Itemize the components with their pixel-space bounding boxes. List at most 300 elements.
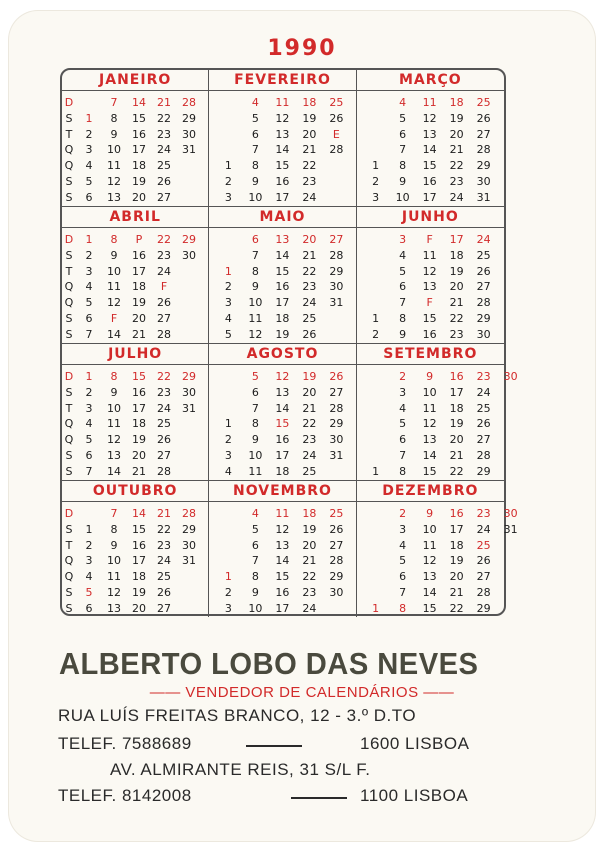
day-cell: 25 xyxy=(476,401,491,415)
day-cell: 30 xyxy=(503,507,518,520)
day-cell: 2 xyxy=(224,175,232,188)
weekday-letter: Q xyxy=(64,143,74,157)
day-cell: 17 xyxy=(132,264,146,278)
separator-2 xyxy=(291,797,347,799)
day-cell: 13 xyxy=(422,127,437,141)
calendar-card xyxy=(8,10,596,842)
month-name: AGOSTO xyxy=(209,344,355,365)
day-cell: 3 xyxy=(224,296,232,310)
phone-1: TELEF. 7588689 xyxy=(58,734,192,753)
day-cell: 15 xyxy=(422,159,437,173)
weekday-letter: D xyxy=(64,96,74,109)
day-cell: 26 xyxy=(329,522,344,536)
day-cell: 29 xyxy=(182,370,196,383)
day-cell: 16 xyxy=(422,175,437,188)
day-cell: 21 xyxy=(449,143,464,157)
day-cell: 4 xyxy=(251,507,259,520)
day-cell: 24 xyxy=(302,601,317,615)
month-days xyxy=(62,502,208,617)
day-cell: 30 xyxy=(329,433,344,447)
day-cell: 24 xyxy=(476,233,491,246)
day-cell: 18 xyxy=(275,464,290,478)
day-cell: 6 xyxy=(399,127,407,141)
day-cell: F xyxy=(160,280,168,294)
month-outubro xyxy=(62,481,209,617)
day-cell: 11 xyxy=(107,417,121,431)
day-cell: 8 xyxy=(251,570,259,584)
weekday-letter: Q xyxy=(64,417,74,431)
day-cell: 5 xyxy=(85,586,93,599)
day-cell: 15 xyxy=(422,464,437,478)
day-cell: 24 xyxy=(157,554,171,568)
day-cell: 10 xyxy=(422,385,437,399)
day-cell: 4 xyxy=(399,538,407,552)
day-cell: 2 xyxy=(85,385,93,399)
day-cell: 29 xyxy=(182,522,196,536)
day-cell: 14 xyxy=(275,554,290,568)
company-name: ALBERTO LOBO DAS NEVES xyxy=(59,646,479,681)
day-cell: 12 xyxy=(275,522,290,536)
day-cell: 17 xyxy=(422,190,437,204)
day-cell: 19 xyxy=(132,296,146,310)
day-cell: 21 xyxy=(157,96,171,109)
day-cell: 27 xyxy=(157,601,171,615)
month-fevereiro xyxy=(209,70,356,207)
day-cell: 25 xyxy=(476,538,491,552)
day-cell: 11 xyxy=(275,507,290,520)
month-novembro xyxy=(209,481,356,617)
month-name: JUNHO xyxy=(357,207,504,228)
day-cell: 16 xyxy=(132,127,146,141)
day-cell: 9 xyxy=(399,175,407,188)
day-cell: 14 xyxy=(107,464,121,478)
day-cell: 17 xyxy=(132,554,146,568)
month-days xyxy=(357,502,518,617)
day-cell: 20 xyxy=(302,127,317,141)
day-cell: 23 xyxy=(302,280,317,294)
day-cell: 12 xyxy=(107,433,121,447)
day-cell: 7 xyxy=(110,96,118,109)
day-cell: 25 xyxy=(329,507,344,520)
weekday-letter: Q xyxy=(64,296,74,310)
day-cell: 19 xyxy=(275,327,290,341)
day-cell: 17 xyxy=(449,385,464,399)
day-cell: 3 xyxy=(224,449,232,462)
day-cell: 12 xyxy=(422,554,437,568)
day-cell: 8 xyxy=(399,312,407,325)
day-cell: 7 xyxy=(399,143,407,157)
day-cell: 5 xyxy=(399,554,407,568)
day-cell: 22 xyxy=(157,522,171,536)
day-cell: 20 xyxy=(132,449,146,462)
day-cell: 4 xyxy=(224,464,232,478)
weekday-letter: S xyxy=(65,190,73,204)
day-cell: 7 xyxy=(85,464,93,478)
day-cell: 18 xyxy=(132,417,146,431)
day-cell: 1 xyxy=(224,264,232,278)
day-cell: 16 xyxy=(275,433,290,447)
day-cell: 6 xyxy=(399,280,407,294)
day-cell: 3 xyxy=(399,522,407,536)
month-março xyxy=(357,70,504,207)
day-cell: 10 xyxy=(107,143,121,157)
day-cell: 29 xyxy=(329,570,344,584)
month-name: SETEMBRO xyxy=(357,344,504,365)
day-cell: 23 xyxy=(157,538,171,552)
day-cell: 24 xyxy=(157,264,171,278)
day-cell: 23 xyxy=(302,433,317,447)
day-cell: 24 xyxy=(157,401,171,415)
day-cell: 21 xyxy=(449,296,464,310)
day-cell: 3 xyxy=(85,143,93,157)
city-2: 1100 LISBOA xyxy=(360,786,469,805)
weekday-letter: Q xyxy=(64,433,74,447)
day-cell: 15 xyxy=(422,312,437,325)
month-days xyxy=(357,228,504,343)
day-cell: 10 xyxy=(107,554,121,568)
month-dezembro xyxy=(357,481,518,617)
day-cell: 14 xyxy=(275,143,290,157)
weekday-letter: S xyxy=(65,464,73,478)
day-cell: 24 xyxy=(157,143,171,157)
day-cell: 12 xyxy=(248,327,263,341)
day-cell: 20 xyxy=(302,538,317,552)
day-cell: 13 xyxy=(275,538,290,552)
day-cell: 2 xyxy=(372,175,380,188)
day-cell: 4 xyxy=(251,96,259,109)
day-cell: 27 xyxy=(476,433,491,447)
day-cell: 29 xyxy=(476,464,491,478)
day-cell: 30 xyxy=(329,586,344,599)
day-cell: 10 xyxy=(248,190,263,204)
weekday-letter: Q xyxy=(64,159,74,173)
day-cell: 29 xyxy=(476,601,491,615)
day-cell: 5 xyxy=(224,327,232,341)
day-cell: 14 xyxy=(107,327,121,341)
weekday-letter: Q xyxy=(64,280,74,294)
day-cell: 16 xyxy=(275,280,290,294)
day-cell: 20 xyxy=(302,233,317,246)
day-cell: 2 xyxy=(224,433,232,447)
day-cell: 23 xyxy=(157,385,171,399)
day-cell: 26 xyxy=(302,327,317,341)
day-cell: 29 xyxy=(476,159,491,173)
company-role: —— VENDEDOR DE CALENDÁRIOS —— xyxy=(149,684,455,701)
day-cell: 11 xyxy=(107,570,121,584)
weekday-letter: T xyxy=(65,538,73,552)
weekday-letter: S xyxy=(65,248,73,262)
day-cell: 16 xyxy=(275,586,290,599)
month-name: DEZEMBRO xyxy=(357,481,504,502)
month-days xyxy=(62,228,208,343)
day-cell: 19 xyxy=(449,417,464,431)
day-cell: 23 xyxy=(449,175,464,188)
day-cell: 3 xyxy=(85,401,93,415)
day-cell: 27 xyxy=(476,127,491,141)
day-cell: 23 xyxy=(476,370,491,383)
day-cell: 10 xyxy=(248,449,263,462)
weekday-letter: D xyxy=(64,370,74,383)
day-cell: 24 xyxy=(302,190,317,204)
day-cell: 28 xyxy=(476,586,491,599)
day-cell: 9 xyxy=(110,248,118,262)
month-junho xyxy=(357,207,504,344)
day-cell: 8 xyxy=(110,522,118,536)
weekday-letter: S xyxy=(65,111,73,125)
day-cell: 6 xyxy=(251,385,259,399)
day-cell: 22 xyxy=(302,417,317,431)
day-cell: 1 xyxy=(372,312,380,325)
day-cell: 24 xyxy=(476,385,491,399)
month-days xyxy=(209,91,355,206)
calendar-year: 1990 xyxy=(267,36,337,61)
day-cell: 3 xyxy=(399,385,407,399)
day-cell: 23 xyxy=(476,507,491,520)
month-name: NOVEMBRO xyxy=(209,481,355,502)
day-cell: 13 xyxy=(275,233,290,246)
day-cell: 3 xyxy=(85,264,93,278)
day-cell: 9 xyxy=(251,433,259,447)
day-cell: 12 xyxy=(107,296,121,310)
day-cell: 19 xyxy=(302,370,317,383)
month-name: FEVEREIRO xyxy=(209,70,355,91)
day-cell: 21 xyxy=(132,464,146,478)
weekday-letter: S xyxy=(65,522,73,536)
day-cell: 3 xyxy=(224,601,232,615)
day-cell: 6 xyxy=(85,601,93,615)
day-cell: 18 xyxy=(449,538,464,552)
day-cell: 21 xyxy=(302,143,317,157)
day-cell: 25 xyxy=(157,417,171,431)
day-cell: 17 xyxy=(275,601,290,615)
day-cell: 13 xyxy=(422,433,437,447)
day-cell: 15 xyxy=(132,111,146,125)
address-line-2: AV. ALMIRANTE REIS, 31 S/L F. xyxy=(110,760,371,779)
day-cell: 4 xyxy=(224,312,232,325)
day-cell: 19 xyxy=(132,175,146,188)
day-cell: 22 xyxy=(157,233,171,246)
day-cell: 7 xyxy=(399,449,407,462)
day-cell: 31 xyxy=(503,522,518,536)
day-cell: 9 xyxy=(399,327,407,341)
day-cell: 16 xyxy=(132,385,146,399)
month-maio xyxy=(209,207,356,344)
day-cell: 20 xyxy=(132,312,146,325)
day-cell: 5 xyxy=(399,264,407,278)
day-cell: 17 xyxy=(132,143,146,157)
day-cell: 2 xyxy=(85,127,93,141)
day-cell: 14 xyxy=(422,586,437,599)
day-cell: F xyxy=(426,233,433,246)
day-cell: 21 xyxy=(449,449,464,462)
day-cell: 1 xyxy=(85,522,93,536)
day-cell: 24 xyxy=(449,190,464,204)
day-cell: 21 xyxy=(449,586,464,599)
months-grid xyxy=(60,68,518,616)
weekday-letter: D xyxy=(64,507,74,520)
day-cell: 29 xyxy=(182,233,196,246)
weekday-letter: S xyxy=(65,449,73,462)
day-cell: 11 xyxy=(422,96,437,109)
month-days xyxy=(62,91,208,206)
separator-1 xyxy=(246,745,302,747)
day-cell: 27 xyxy=(329,385,344,399)
day-cell: 11 xyxy=(275,96,290,109)
day-cell: 2 xyxy=(85,538,93,552)
weekday-letter: S xyxy=(65,586,73,599)
day-cell: 9 xyxy=(251,280,259,294)
day-cell: 7 xyxy=(251,143,259,157)
day-cell: 8 xyxy=(399,464,407,478)
day-cell: 20 xyxy=(449,280,464,294)
day-cell: 5 xyxy=(399,111,407,125)
day-cell: 17 xyxy=(449,522,464,536)
day-cell: 2 xyxy=(224,280,232,294)
day-cell: 7 xyxy=(85,327,93,341)
day-cell: 24 xyxy=(302,449,317,462)
weekday-letter: S xyxy=(65,175,73,188)
month-name: MARÇO xyxy=(357,70,504,91)
day-cell: 4 xyxy=(85,280,93,294)
day-cell: 18 xyxy=(449,96,464,109)
day-cell: 22 xyxy=(302,264,317,278)
day-cell: 7 xyxy=(110,507,118,520)
day-cell: 21 xyxy=(302,401,317,415)
day-cell: 10 xyxy=(248,296,263,310)
day-cell: 13 xyxy=(107,190,121,204)
day-cell: 9 xyxy=(251,586,259,599)
day-cell: F xyxy=(426,296,433,310)
day-cell: 17 xyxy=(275,296,290,310)
weekday-letter: Q xyxy=(64,570,74,584)
day-cell: 30 xyxy=(182,127,196,141)
day-cell: 5 xyxy=(85,175,93,188)
day-cell: 9 xyxy=(110,127,118,141)
month-days xyxy=(209,228,355,343)
day-cell: 14 xyxy=(422,143,437,157)
day-cell: 10 xyxy=(248,601,263,615)
day-cell: 30 xyxy=(182,248,196,262)
day-cell: 27 xyxy=(329,233,344,246)
day-cell: P xyxy=(135,233,143,246)
day-cell: 25 xyxy=(157,159,171,173)
day-cell: 18 xyxy=(302,507,317,520)
day-cell: 25 xyxy=(302,312,317,325)
day-cell: 6 xyxy=(251,538,259,552)
day-cell: 8 xyxy=(399,601,407,615)
day-cell: 8 xyxy=(110,233,118,246)
day-cell: 25 xyxy=(476,96,491,109)
day-cell: 14 xyxy=(422,449,437,462)
day-cell: 28 xyxy=(476,296,491,310)
day-cell: 12 xyxy=(107,586,121,599)
day-cell: 26 xyxy=(157,586,171,599)
day-cell: 8 xyxy=(110,370,118,383)
day-cell: 18 xyxy=(132,159,146,173)
day-cell: 22 xyxy=(449,601,464,615)
day-cell: 6 xyxy=(85,190,93,204)
day-cell: 15 xyxy=(275,159,290,173)
day-cell: 14 xyxy=(275,248,290,262)
day-cell: 28 xyxy=(182,507,196,520)
day-cell: 26 xyxy=(157,175,171,188)
day-cell: 19 xyxy=(302,522,317,536)
day-cell: 7 xyxy=(399,586,407,599)
day-cell: 9 xyxy=(426,370,434,383)
day-cell: 22 xyxy=(157,111,171,125)
day-cell: 14 xyxy=(132,507,146,520)
weekday-letter: S xyxy=(65,385,73,399)
day-cell: 8 xyxy=(251,264,259,278)
day-cell: 4 xyxy=(85,570,93,584)
day-cell: 29 xyxy=(329,417,344,431)
day-cell: 16 xyxy=(132,538,146,552)
day-cell: 11 xyxy=(248,464,263,478)
day-cell: 26 xyxy=(157,433,171,447)
day-cell: 25 xyxy=(329,96,344,109)
day-cell: 29 xyxy=(329,264,344,278)
day-cell: 12 xyxy=(422,417,437,431)
day-cell: 3 xyxy=(85,554,93,568)
day-cell: 5 xyxy=(251,111,259,125)
day-cell: 1 xyxy=(372,601,380,615)
month-name: JULHO xyxy=(62,344,208,365)
day-cell: 19 xyxy=(449,554,464,568)
day-cell: 12 xyxy=(422,111,437,125)
day-cell: 30 xyxy=(476,327,491,341)
day-cell: 4 xyxy=(399,96,407,109)
day-cell: 23 xyxy=(302,175,317,188)
day-cell: 13 xyxy=(422,570,437,584)
day-cell: 13 xyxy=(422,280,437,294)
day-cell: 18 xyxy=(449,401,464,415)
day-cell: 19 xyxy=(449,264,464,278)
day-cell: 11 xyxy=(107,159,121,173)
day-cell: 23 xyxy=(157,127,171,141)
day-cell: 21 xyxy=(157,507,171,520)
day-cell: 18 xyxy=(132,570,146,584)
day-cell: 30 xyxy=(182,385,196,399)
day-cell: 6 xyxy=(251,127,259,141)
day-cell: 14 xyxy=(132,96,146,109)
day-cell: 19 xyxy=(132,586,146,599)
day-cell: 15 xyxy=(275,417,290,431)
day-cell: 19 xyxy=(449,111,464,125)
day-cell: 15 xyxy=(422,601,437,615)
day-cell: 26 xyxy=(329,111,344,125)
day-cell: 13 xyxy=(107,449,121,462)
day-cell: 11 xyxy=(422,401,437,415)
day-cell: 25 xyxy=(302,464,317,478)
day-cell: 6 xyxy=(251,233,259,246)
day-cell: 2 xyxy=(85,248,93,262)
weekday-letter: S xyxy=(65,312,73,325)
month-days xyxy=(209,365,355,480)
day-cell: 27 xyxy=(157,190,171,204)
day-cell: 15 xyxy=(132,522,146,536)
day-cell: 25 xyxy=(157,570,171,584)
day-cell: 12 xyxy=(422,264,437,278)
month-julho xyxy=(62,344,209,481)
day-cell: 30 xyxy=(329,280,344,294)
day-cell: 18 xyxy=(275,312,290,325)
day-cell: 20 xyxy=(132,190,146,204)
day-cell: 17 xyxy=(449,233,464,246)
day-cell: 20 xyxy=(302,385,317,399)
day-cell: 28 xyxy=(476,449,491,462)
day-cell: 1 xyxy=(224,159,232,173)
day-cell: 7 xyxy=(251,401,259,415)
